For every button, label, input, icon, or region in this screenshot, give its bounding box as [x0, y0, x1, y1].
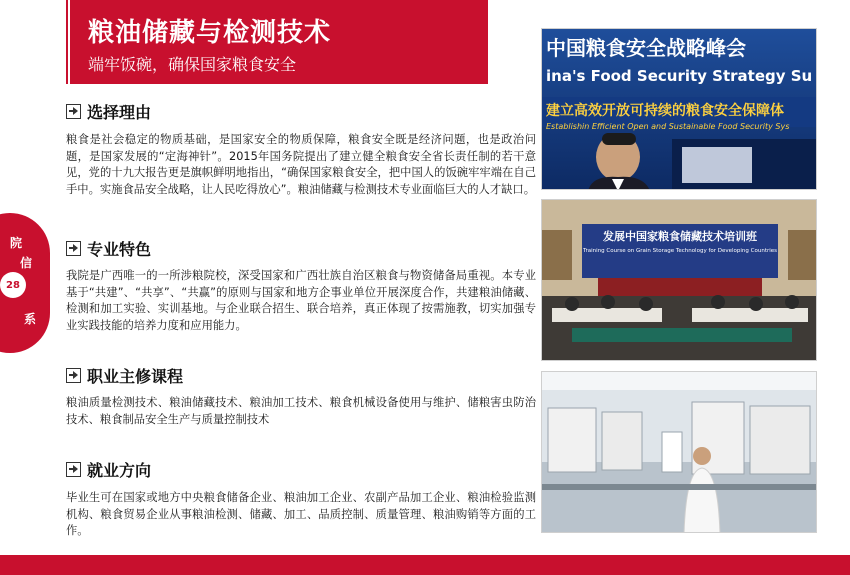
- meeting-photo-illustration: [542, 200, 817, 361]
- summit-photo: [541, 28, 817, 190]
- section-body-employment: 毕业生可在国家或地方中央粮食储备企业、粮油加工企业、农副产品加工企业、粮油检验监测机构、粮食贸易企业从事粮油检测、储藏、加工、品质控制、质量管理、粮油购销等方面的工作。: [66, 491, 536, 538]
- arrow-box-icon: [66, 368, 81, 383]
- page-title: 粮油储藏与检测技术: [88, 18, 332, 48]
- summit-banner2-cn: 建立高效开放可持续的粮食安全保障体: [546, 103, 784, 119]
- section-body-reason: 粮食是社会稳定的物质基础，是国家安全的物质保障，粮食安全既是经济问题，也是政治问题，是国家发展的“定海神针”。2015年国务院提出了建立健全粮食安全省长责任制的若干意见，党的十九大报告更是旗帜鲜明地指出，“确保国家粮食安全，把中国人的饭碗牢牢端在自己手中。实施食品安全战略，让人民吃得放心”。粮油储藏与检测技术专业面临巨大的人才缺口。: [66, 133, 536, 196]
- arrow-box-icon: [66, 241, 81, 256]
- lab-photo-illustration: [542, 372, 817, 533]
- section-heading-text: 选择理由: [87, 103, 152, 122]
- page-subtitle: 端牢饭碗，确保国家粮食安全: [88, 55, 297, 74]
- side-tab-char-2: 信: [20, 256, 33, 270]
- summit-photo-illustration: [542, 29, 817, 190]
- header-accent-line: [66, 0, 68, 84]
- section-heading-courses: [66, 364, 183, 387]
- section-heading-text: 就业方向: [87, 461, 152, 480]
- section-body-features: 我院是广西唯一的一所涉粮院校，深受国家和广西壮族自治区粮食与物资储备局重视。本专业基于“共建”、“共享”、“共赢”的原则与国家和地方企事业单位开展深度合作，共建粮油储藏、检测和加工实验、实训基地。与企业联合招生、联合培养，真正体现了按需施教，切实加强专业实践技能的培养力度和应用能力。: [66, 269, 536, 332]
- meeting-banner-cn: 发展中国家粮食储藏技术培训班: [603, 230, 757, 243]
- summit-banner-cn: 中国粮食安全战略峰会: [546, 36, 746, 60]
- meeting-photo: [541, 199, 817, 361]
- section-heading-employment: [66, 458, 151, 481]
- section-heading-text: 职业主修课程: [87, 367, 184, 386]
- side-tab-char-3: 系: [24, 312, 37, 326]
- page-number: 28: [0, 272, 26, 298]
- lab-photo: [541, 371, 817, 533]
- side-tab-char-1: 院: [10, 236, 23, 250]
- section-heading-text: 专业特色: [87, 240, 152, 259]
- section-heading-reason: [66, 100, 151, 123]
- section-heading-features: [66, 237, 151, 260]
- section-body-courses: 粮油质量检测技术、粮油储藏技术、粮油加工技术、粮食机械设备使用与维护、储粮害虫防治技术、粮食制品安全生产与质量控制技术: [66, 396, 536, 426]
- meeting-banner-en: Training Course on Grain Storage Technology for Developing Countries: [582, 248, 778, 254]
- arrow-box-icon: [66, 104, 81, 119]
- summit-banner2-en: Establishin Efficient Open and Sustainable Food Security Sys: [546, 122, 790, 131]
- summit-banner-en: ina's Food Security Strategy Su: [546, 67, 813, 85]
- arrow-box-icon: [66, 462, 81, 477]
- footer-bar: [0, 555, 850, 575]
